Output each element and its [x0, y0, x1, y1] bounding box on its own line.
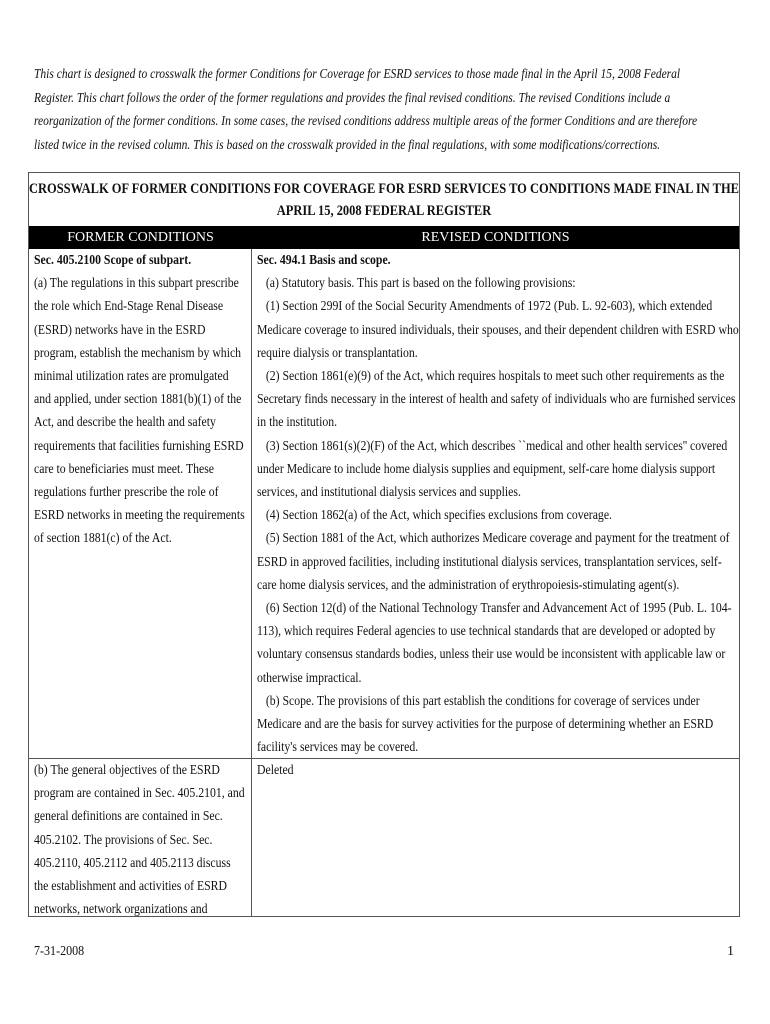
revised-line: Secretary finds necessary in the interest of health and safety of individuals who are furnished services [257, 392, 736, 408]
revised-line: care home dialysis services, and the administration of erythropoiesis-stimulating agent(s). [257, 577, 680, 593]
former-condition-cell [34, 759, 245, 921]
former-line: the role which End-Stage Renal Disease [34, 299, 224, 315]
revised-line: (4) Section 1862(a) of the Act, which specifies exclusions from coverage. [257, 508, 612, 524]
table-title-line-2: APRIL 15, 2008 FEDERAL REGISTER [276, 203, 492, 219]
crosswalk-table [28, 172, 740, 917]
former-line: networks, network organizations and [34, 902, 208, 918]
column-header-bar [29, 226, 739, 249]
former-line: of section 1881(c) of the Act. [34, 531, 172, 547]
former-section-heading: Sec. 405.2100 Scope of subpart. [34, 253, 192, 268]
revised-line: under Medicare to include home dialysis supplies and equipment, self-care home dialysis support [257, 461, 716, 477]
intro-line: listed twice in the revised column. This is based on the crosswalk provided in the final regulations, with some modifications/corrections. [34, 136, 661, 152]
table-title [27, 173, 741, 222]
intro-paragraph [34, 62, 739, 156]
former-line: Act, and describe the health and safety [34, 415, 216, 431]
revised-line: require dialysis or transplantation. [257, 345, 418, 361]
revised-line: (1) Section 299I of the Social Security Amendments of 1972 (Pub. L. 92-603), which extended [257, 299, 713, 315]
revised-condition-cell [257, 759, 660, 782]
revised-line: Medicare and are the basis for survey activities for the purpose of determining whether an ESRD [257, 717, 714, 733]
revised-line: ESRD in approved facilities, including institutional dialysis services, transplantation services, self- [257, 554, 722, 570]
page-number: 1 [727, 944, 734, 959]
former-line: 405.2102. The provisions of Sec. Sec. [34, 832, 213, 848]
former-line: requirements that facilities furnishing ESRD [34, 438, 244, 454]
former-condition-cell [34, 249, 245, 551]
former-line: and applied, under section 1881(b)(1) of the [34, 392, 242, 408]
former-line: (a) The regulations in this subpart prescribe [34, 276, 239, 292]
table-row [29, 759, 739, 916]
former-line: (b) The general objectives of the ESRD [34, 763, 220, 778]
former-line: (ESRD) networks have in the ESRD [34, 322, 206, 338]
header-revised-conditions: REVISED CONDITIONS [421, 230, 570, 245]
revised-line: otherwise impractical. [257, 670, 362, 686]
revised-line: (5) Section 1881 of the Act, which authorizes Medicare coverage and payment for the treatment of [257, 531, 730, 547]
revised-line: (6) Section 12(d) of the National Technology Transfer and Advancement Act of 1995 (Pub. L. 104- [257, 601, 732, 617]
revised-line: facility's services may be covered. [257, 740, 419, 756]
revised-deleted-label: Deleted [257, 763, 294, 778]
revised-line: Medicare coverage to insured individuals, their spouses, and their dependent children with ESRD who [257, 322, 739, 338]
revised-line: (a) Statutory basis. This part is based on the following provisions: [257, 276, 576, 292]
revised-line: (b) Scope. The provisions of this part establish the conditions for coverage of services under [257, 693, 700, 709]
former-line: ESRD networks in meeting the requirements [34, 508, 245, 524]
table-title-line-1: CROSSWALK OF FORMER CONDITIONS FOR COVERAGE FOR ESRD SERVICES TO CONDITIONS MADE FINAL IN THE [28, 181, 740, 197]
former-line: care to beneficiaries must meet. These [34, 461, 215, 477]
header-former-conditions: FORMER CONDITIONS [67, 230, 214, 245]
intro-line: reorganization of the former conditions. In some cases, the revised conditions address multiple areas of the former Conditions and are therefore [34, 113, 698, 128]
intro-line: This chart is designed to crosswalk the former Conditions for Coverage for ESRD services to those made final in the April 15, 2008 Federal [34, 66, 681, 81]
revised-condition-cell [257, 249, 739, 759]
former-line: regulations further prescribe the role of [34, 485, 219, 501]
former-line: minimal utilization rates are promulgated [34, 369, 229, 385]
revised-line: 113), which requires Federal agencies to use technical standards that are developed or adopted by [257, 624, 716, 640]
intro-line: Register. This chart follows the order of the former regulations and provides the final revised conditions. The revised Conditions include a [34, 89, 671, 105]
revised-line: in the institution. [257, 415, 338, 431]
revised-section-heading: Sec. 494.1 Basis and scope. [257, 253, 391, 268]
revised-line: services, and institutional dialysis services and supplies. [257, 485, 521, 501]
former-line: program, establish the mechanism by which [34, 345, 242, 361]
footer-date: 7-31-2008 [34, 944, 85, 959]
former-line: 405.2110, 405.2112 and 405.2113 discuss [34, 855, 231, 871]
revised-line: (3) Section 1861(s)(2)(F) of the Act, which describes ``medical and other health services'' covered [257, 438, 728, 454]
revised-line: voluntary consensus standards bodies, unless their use would be inconsistent with applicable law or [257, 647, 726, 663]
former-line: the establishment and activities of ESRD [34, 879, 228, 895]
former-line: general definitions are contained in Sec. [34, 809, 223, 825]
table-row [29, 249, 739, 759]
revised-line: (2) Section 1861(e)(9) of the Act, which requires hospitals to meet such other requirements as the [257, 369, 725, 385]
former-line: program are contained in Sec. 405.2101, and [34, 786, 245, 802]
